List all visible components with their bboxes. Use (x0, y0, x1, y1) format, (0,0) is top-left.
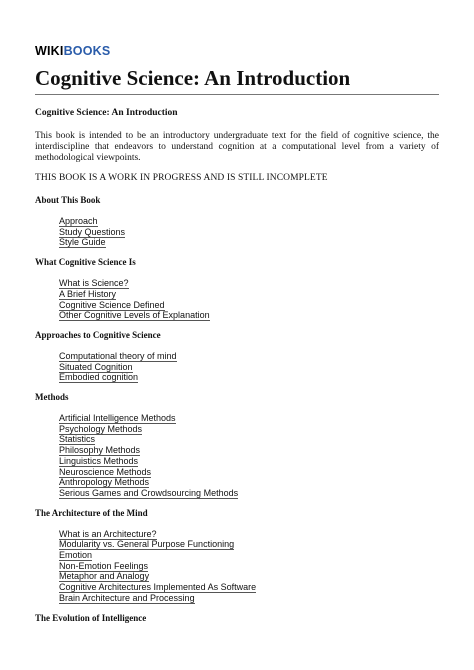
chapter-link-item (59, 300, 439, 311)
chapter-link-item (59, 310, 439, 321)
chapter-link-item (59, 237, 439, 248)
chapter-link-item (59, 227, 439, 238)
chapter-link[interactable]: What is Science? (59, 278, 129, 289)
chapter-link[interactable]: Emotion (59, 550, 93, 561)
chapter-link-item (59, 550, 439, 561)
chapter-link-item (59, 362, 439, 373)
logo-books-text: BOOKS (63, 44, 111, 58)
chapter-link[interactable]: What is an Architecture? (59, 528, 157, 539)
chapter-link[interactable]: Philosophy Methods (59, 445, 141, 456)
chapter-link-item (59, 351, 439, 362)
work-in-progress-notice: THIS BOOK IS A WORK IN PROGRESS AND IS STILL INCOMPLETE (35, 173, 328, 183)
chapter-link-item (59, 561, 439, 572)
chapter-link[interactable]: A Brief History (59, 288, 117, 299)
section-link-list (35, 278, 439, 321)
chapter-link-item (59, 289, 439, 300)
chapter-link[interactable]: Psychology Methods (59, 423, 143, 434)
chapter-link-item (59, 593, 439, 604)
chapter-link[interactable]: Modularity vs. General Purpose Functioning (59, 539, 235, 550)
chapter-link[interactable]: Cognitive Science Defined (59, 299, 165, 310)
document-subtitle: Cognitive Science: An Introduction (35, 108, 178, 118)
chapter-link-item (59, 539, 439, 550)
chapter-link[interactable]: Non-Emotion Feelings (59, 560, 149, 571)
chapter-link-item (59, 456, 439, 467)
section-link-list (35, 529, 439, 604)
chapter-link[interactable]: Embodied cognition (59, 372, 139, 383)
chapter-link[interactable]: Computational theory of mind (59, 350, 177, 361)
intro-paragraph: This book is intended to be an introductory undergraduate text for the field of cognitive science, the interdiscipline that endeavors to understand cognition at a computational level from a variety of methodological viewpoints. (35, 131, 439, 163)
chapter-link[interactable]: Anthropology Methods (59, 477, 150, 488)
section-link-list (35, 216, 439, 248)
section-heading: The Architecture of the Mind (35, 507, 148, 518)
chapter-link-item (59, 424, 439, 435)
chapter-link-item (59, 582, 439, 593)
chapter-link-item (59, 529, 439, 540)
chapter-link-item (59, 477, 439, 488)
chapter-link[interactable]: Metaphor and Analogy (59, 571, 150, 582)
chapter-link-item (59, 372, 439, 383)
chapter-link[interactable]: Linguistics Methods (59, 455, 139, 466)
section-heading: Methods (35, 392, 69, 403)
section-link-list (35, 413, 439, 499)
chapter-link[interactable]: Study Questions (59, 226, 126, 237)
chapter-link-item (59, 488, 439, 499)
chapter-link-item (59, 413, 439, 424)
section-link-list (35, 351, 439, 383)
logo-wiki-text: WIKI (35, 44, 64, 58)
chapter-link-item (59, 216, 439, 227)
section-heading: The Evolution of Intelligence (35, 612, 147, 623)
section-heading: Approaches to Cognitive Science (35, 329, 161, 340)
chapter-link[interactable]: Brain Architecture and Processing (59, 592, 195, 603)
chapter-link[interactable]: Style Guide (59, 237, 106, 248)
chapter-link-item (59, 434, 439, 445)
chapter-link-item (59, 467, 439, 478)
section-heading: About This Book (35, 195, 101, 205)
chapter-link[interactable]: Cognitive Architectures Implemented As Software (59, 582, 257, 593)
chapter-link[interactable]: Other Cognitive Levels of Explanation (59, 310, 210, 321)
table-of-contents (35, 195, 439, 623)
chapter-link[interactable]: Serious Games and Crowdsourcing Methods (59, 487, 239, 498)
chapter-link[interactable]: Approach (59, 216, 98, 226)
wikibooks-logo (35, 44, 110, 58)
chapter-link-item (59, 278, 439, 289)
chapter-link[interactable]: Statistics (59, 434, 96, 445)
title-divider (35, 94, 439, 95)
page-title: Cognitive Science: An Introduction (35, 66, 351, 90)
chapter-link-item (59, 571, 439, 582)
document-body (35, 108, 439, 634)
chapter-link[interactable]: Situated Cognition (59, 361, 133, 372)
section-heading: What Cognitive Science Is (35, 257, 136, 268)
chapter-link[interactable]: Artificial Intelligence Methods (59, 413, 176, 424)
chapter-link[interactable]: Neuroscience Methods (59, 466, 152, 477)
chapter-link-item (59, 445, 439, 456)
